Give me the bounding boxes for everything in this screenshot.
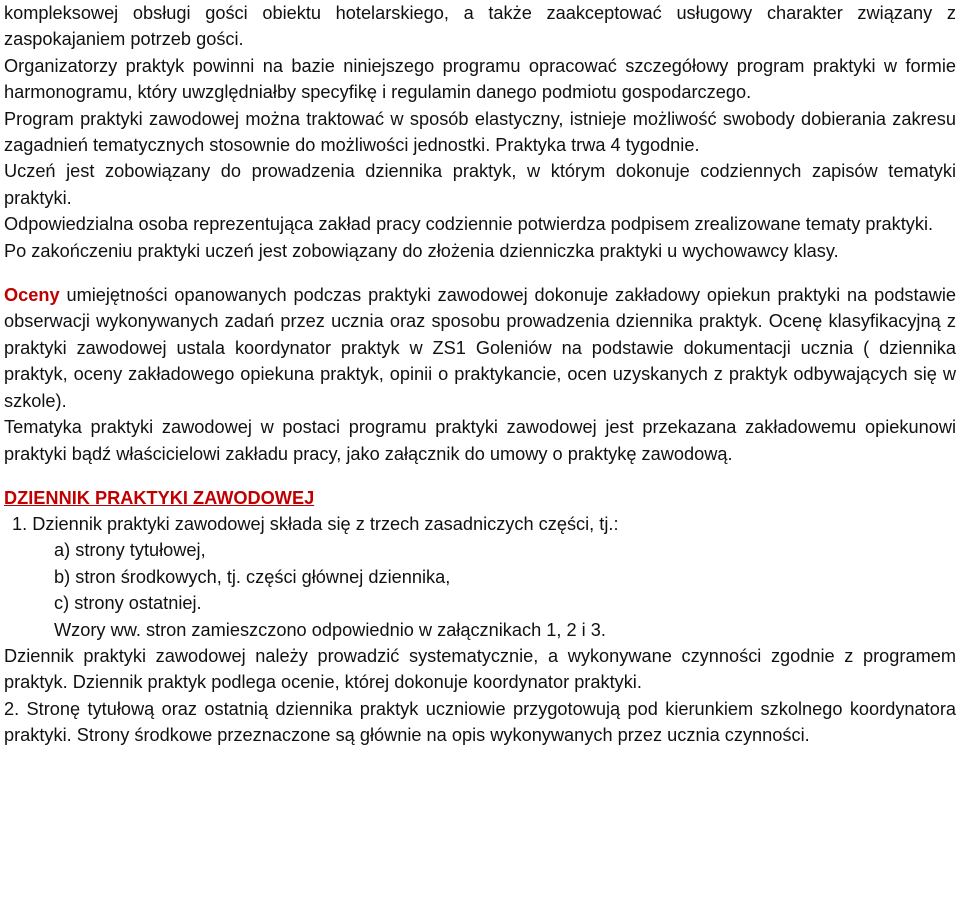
list-item-2: 2. Stronę tytułową oraz ostatnią dziennika praktyk uczniowie przygotowują pod kierunkiem szkolnego koordynatora praktyki. Strony środkowe przeznaczone są głównie na opis wykonywanych przez ucznia czynności. xyxy=(4,698,956,746)
paragraph-program-flexible: Program praktyki zawodowej można traktować w sposób elastyczny, istnieje możliwość swobody dobierania zakresu zagadnień tematycznych stosownie do możliwości jednostki. Praktyka trwa 4 tygodnie. xyxy=(4,108,956,156)
sub-item-b: b) stron środkowych, tj. części głównej dziennika, xyxy=(54,566,451,587)
templates-note: Wzory ww. stron zamieszczono odpowiednio w załącznikach 1, 2 i 3. xyxy=(54,619,606,640)
paragraph-topics: Tematyka praktyki zawodowej w postaci programu praktyki zawodowej jest przekazana zakładowemu opiekunowi praktyki bądź właścicielowi zakładu pracy, jako załącznik do umowy o praktykę zawodową. xyxy=(4,417,956,464)
spacer xyxy=(4,467,956,485)
paragraph-intro-continued: kompleksowej obsługi gości obiektu hotelarskiego, a także zaakceptować usługowy charakter związany z zaspokajaniem potrzeb gości. xyxy=(4,3,956,50)
paragraph-responsible-person: Odpowiedzialna osoba reprezentująca zakład pracy codziennie potwierdza podpisem zrealizowane tematy praktyki. xyxy=(4,214,934,235)
paragraph-student-diary: Uczeń jest zobowiązany do prowadzenia dziennika praktyk, w którym dokonuje codziennych zapisów tematyki praktyki. xyxy=(4,161,956,208)
list-item-1: 1. Dziennik praktyki zawodowej składa się z trzech zasadniczych części, tj.: xyxy=(12,513,619,534)
paragraph-grades xyxy=(4,282,956,414)
paragraph-diary-rules: Dziennik praktyki zawodowej należy prowadzić systematycznie, a wykonywane czynności zgodnie z programem praktyk. Dziennik praktyk podlega ocenie, której dokonuje koordynator praktyki. xyxy=(4,645,956,693)
section-heading: DZIENNIK PRAKTYKI ZAWODOWEJ xyxy=(4,487,315,508)
grades-keyword: Oceny xyxy=(4,285,60,306)
paragraph-after-practice: Po zakończeniu praktyki uczeń jest zobowiązany do złożenia dzienniczka praktyki u wychowawcy klasy. xyxy=(4,240,839,261)
sub-item-a: a) strony tytułowej, xyxy=(54,540,206,561)
paragraph-organizers: Organizatorzy praktyk powinni na bazie niniejszego programu opracować szczegółowy program praktyki w formie harmonogramu, który uwzględniałby specyfikę i regulamin danego podmiotu gospodarczego. xyxy=(4,55,956,103)
sub-item-c: c) strony ostatniej. xyxy=(54,593,202,614)
grades-text: umiejętności opanowanych podczas praktyki zawodowej dokonuje zakładowy opiekun praktyki na podstawie obserwacji wykonywanych zadań przez ucznia oraz sposobu prowadzenia dziennika praktyk. Ocenę klasyfikacyjną z praktyki zawodowej ustala koordynator praktyk w ZS1 Goleniów na podstawie dokumentacji ucznia ( dziennika praktyk, oceny zakładowego opiekuna praktyk, opinii o praktykancie, ocen uzyskanych z praktyk odbywających się w szkole). xyxy=(4,285,956,411)
spacer xyxy=(4,264,956,282)
